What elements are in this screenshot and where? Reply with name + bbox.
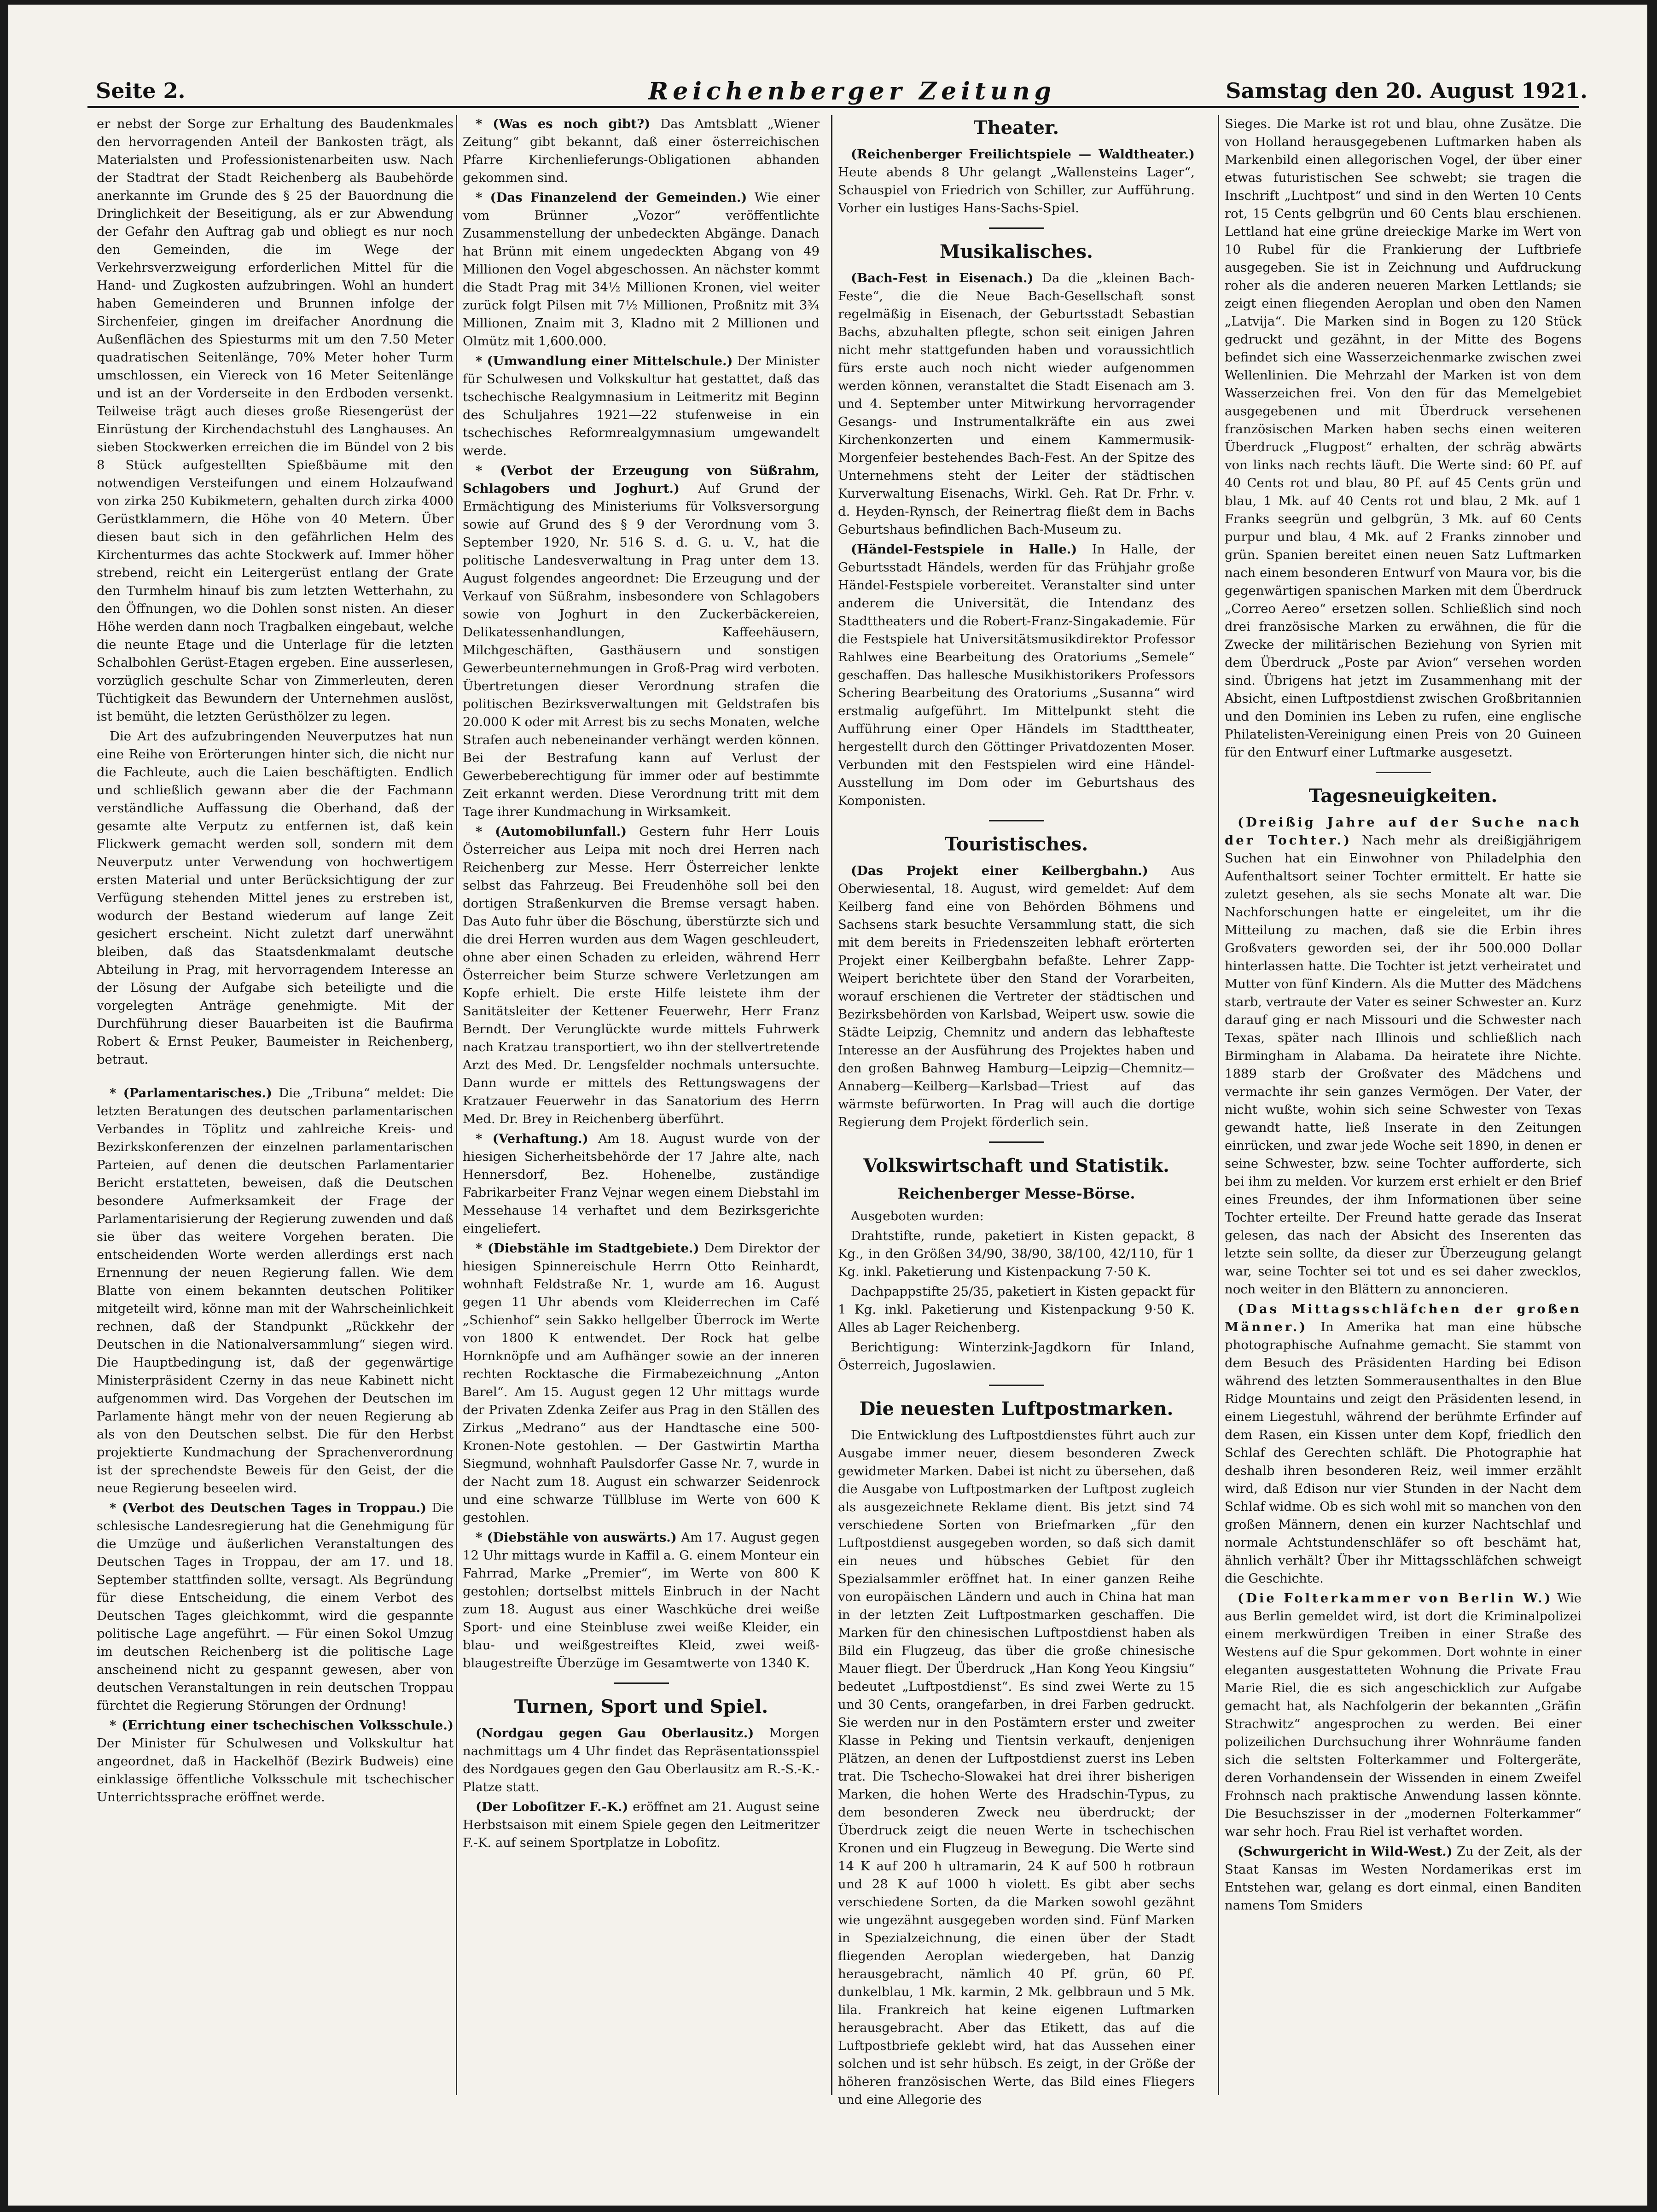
article-text: er nebst der Sorge zur Erhaltung des Baudenkmales den hervorragenden Anteil der Bankosten trägt, als Materialsten und Professionistenarbeiten usw. Nach der Stadtrat der Stadt Reichenberg als Baubehörde anerkannte im Grunde des § 25 der Bauordnung die Dringlichkeit der Beseitigung, als er zur Abwendung der Gefahr den Auftrag gab und obliegt es nur noch den Gemeinden, die im Wege der Verkehrsverzweigung erforderlichen Mittel für die Hand- und Zugkosten aufzubringen. Wohl an hundert haben Gemeinderen und Brunnen infolge der Sirchenfeier, gingen im dreifacher Anordnung die Außenflächen des Spiesturms mit um den 7.50 Meter quadratischen Seitenlänge, 70% Meter hoher Turm umschlossen, ein Viereck von 16 Meter Seitenlänge und ist an der Vorderseite in den Erdboden versenkt. Teilweise trägt auch dieses große Riesengerüst der Einrüstung der Kirchendachstuhl des Langhauses. An sieben Stockwerken erreichen die im Bündel von 2 bis 8 Stück aufgestellten Spießbäume mit den notwendigen Versteifungen und einem Holzaufwand von zirka 250 Kubikmetern, gehalten durch zirka 4000 Gerüstklammern, die Höhe von 40 Metern. Über diesen baut sich in den gefährlichen Helm des Kirchenturmes das achte Stockwerk auf. Immer höher strebend, reicht ein Leitergerüst entlang der Grate den Turmhelm hinauf bis zum letzten Wetterhahn, zu den Öffnungen, wo die Dohlen sonst nisten. An dieser Höhe werden dann noch Tragbalken eingebaut, welche die neunte Etage und die Unterlage für die letzten Schalbohlen Gerüst-Etagen ergeben. Eine ausserlesen, vorzüglich geschulte Schar von Zimmerleuten, deren Tüchtigkeit das Bewundern der Unternehmen auslöst, ist bemüht, die letzten Gerüsthölzer zu legen. — [97, 116, 453, 724]
article-paragraph — [463, 1798, 820, 1852]
article-paragraph — [1225, 1300, 1581, 1588]
article-paragraph — [97, 1717, 453, 1806]
article-heading: * (Errichtung einer tschechischen Volksschule.) — [110, 1718, 453, 1733]
section-subtitle: Reichenberger Messe-Börse. — [897, 1185, 1135, 1202]
section-title-music: Musikalisches. — [940, 241, 1093, 262]
section-rule — [989, 227, 1044, 229]
article-text: Da die „kleinen Bach-Feste“, die die Neue Bach-Gesellschaft sonst regelmäßig in Eisenach, der Geburtsstadt Sebastian Bachs, abzuhalten pflegte, schon seit einigen Jahren nicht mehr stattgefunden haben und voraussichtlich fürs erste auch noch nicht wieder aufgenommen werden können, veranstaltet die Stadt Eisenach am 3. und 4. September unter Mitwirkung hervorragender Gesangs- und Instrumentalkräfte ein aus zwei Kirchenkonzerten und einem Kammermusik-Morgenfeier bestehendes Bach-Fest. An der Spitze des Unternehmens steht der Leiter der städtischen Kurverwaltung Eisenachs, Wirkl. Geh. Rat Dr. Frhr. v. d. Heyden-Rynsch, der Reinertrag fließt dem in Bachs Geburtshaus befindlichen Bach-Museum zu. — [838, 271, 1195, 537]
article-text: Am 18. August wurde von der hiesigen Sicherheitsbehörde der 17 Jahre alte, nach Hennersdorf, Bez. Hohenelbe, zuständige Fabrikarbeiter Franz Vejnar wegen einem Diebstahl im Messehause 14 verhaftet und dem Bezirksgerichte eingeliefert. — [463, 1131, 820, 1236]
article-text: Wie aus Berlin gemeldet wird, ist dort die Kriminalpolizei einem merkwürdigen Treiben in einer Straße des Westens auf die Spur gekommen. Dort wohnte in einer eleganten ausgestatteten Wohnung die Private Frau Marie Riel, die es sich angeschicklich zur Aufgabe gemacht hat, als Nachfolgerin der bekannten „Gräfin Strachwitz“ angesprochen zu werden. Bei einer polizeilichen Durchsuchung ihrer Wohnräume fanden sich die seltsten Folterkammer und Foltergeräte, deren Vorhandensein der Wissenden in einem Zweifel Frohnsch nach praktische Anwendung lassen könnte. Die Besuchszisser in der „modernen Folterkammer“ war sehr hoch. Frau Riel ist verhaftet worden. — [1225, 1591, 1582, 1839]
article-text: eröffnet am 21. August seine Herbstsaison mit einem Spiele gegen den Leitmeritzer F.-K. auf seinem Sportplatze in Loboſitz. — [463, 1799, 820, 1850]
article-text: In Halle, der Geburtsstadt Händels, werden für das Frühjahr große Händel-Festspiele vorbereitet. Veranstalter sind unter anderem die Universität, die Intendanz des Stadttheaters und die Robert-Franz-Singakademie. Für die Festspiele hat Universitätsmusikdirektor Professor Rahlwes eine Bearbeitung des Oratoriums „Semele“ geschaffen. Das hallesche Musikhistorikers Professors Schering Bearbeitung des Oratoriums „Susanna“ wird erstmalig aufgeführt. Im Mittelpunkt steht die Aufführung einer Oper Händels im Stadttheater, hergestellt durch den Göttinger Privatdozenten Moser. Verbunden mit den Festspielen wird eine Händel-Ausstellung im Dom oder im Geburtshaus des Komponisten. — [838, 542, 1195, 808]
section-rule — [989, 820, 1044, 821]
article-paragraph — [97, 1499, 453, 1715]
article-paragraph — [97, 1084, 453, 1497]
article-heading: * (Was es noch gibt?) — [476, 116, 651, 131]
article-text: Das Amtsblatt „Wiener Zeitung“ gibt bekannt, daß einer österreichischen Pfarre Kirchenlieferungs-Obligationen abhanden gekommen sind. — [463, 116, 820, 185]
article-text: Die schlesische Landesregierung hat die Genehmigung für die Umzüge und äußerlichen Veranstaltungen des Deutschen Tages in Troppau, der am 17. und 18. September stattfinden sollte, versagt. Als Begründung für diese Entscheidung, die einem Verbot des Deutschen Tages gleichkommt, wird die gespannte politische Lage angeführt. — Für einen Sokol Umzug im deutschen Reichenberg ist die politische Lage anscheinend nicht zu gespannt gewesen, aber von deutschen Veranstaltungen in rein deutschen Troppau fürchtet die Regierung Störungen der Ordnung! — [97, 1501, 453, 1713]
article-text: Aus Oberwiesental, 18. August, wird gemeldet: Auf dem Keilberg fand eine von Behörden Böhmens und Sachsens stark besuchte Versammlung statt, die sich mit dem bereits in Friedenszeiten lebhaft erörterten Projekt einer Keilbergbahn befaßte. Lehrer Zapp-Weipert berichtete über den Stand der Vorarbeiten, worauf erschienen die Vertreter der städtischen und Bezirksbehörden von Karlsbad, Weipert usw. sowie die Städte Leipzig, Chemnitz und andern das lebhafteste Interesse an der Ausführung des Projektes haben und den großen Bahnweg Hamburg—Leipzig—Chemnitz—Annaberg—Keilberg—Karlsbad—Triest auf das wärmste befürworten. In Prag will auch die dortige Regierung dem Projekt förderlich sein. — [838, 863, 1195, 1129]
article-paragraph — [1225, 1843, 1581, 1915]
article-paragraph — [463, 352, 820, 460]
article-text: Der Minister für Schulwesen und Volkskultur hat gestattet, daß das tschechische Realgymnasium in Leitmeritz mit Beginn des Schuljahres 1921—22 stufenweise in ein tschechisches Reformrealgymnasium umgewandelt werde. — [463, 354, 820, 458]
article-paragraph — [463, 115, 820, 187]
section-title-touristic: Touristisches. — [944, 833, 1088, 855]
article-text: Die „Tribuna“ meldet: Die letzten Beratungen des deutschen parlamentarischen Verbandes in Töplitz und zahlreiche Kreis- und Bezirkskonferenzen der einzelnen parlamentarischen Parteien, auf denen die deutschen Parlamentarier Bericht erstatteten, beweisen, daß die Deutschen besondere Aufmerksamkeit der Frage der Parlamentarisierung der Regierung zuwenden und daß sie über das weitere Vorgehen beraten. Die entscheidenden Worte werden allerdings erst nach Ernennung der neuen Regierung fallen. Wie dem Blatte von einem bekannten deutschen Politiker mitgeteilt wird, könne man mit der Wahrscheinlichkeit rechnen, daß der Standpunkt „Rückkehr der Deutschen in die Nationalversammlung“ siegen wird. Die Hauptbedingung ist, daß der gegenwärtige Ministerpräsident Czerny in das neue Kabinett nicht aufgenommen wird. Das Vorgehen der Deutschen im Parlamente hängt mehr von der neuen Regierung ab als von den Deutschen selbst. Die für den Herbst projektierte Kundmachung der Sprachenverordnung ist der sprechendste Beweis für den Geist, der die neue Regierung beseelen wird. — [97, 1086, 453, 1496]
article-heading: (Schwurgericht in Wild-West.) — [1238, 1844, 1453, 1859]
article-text: Nach mehr als dreißigjährigem Suchen hat ein Einwohner von Philadelphia den Aufenthaltsort seiner Tochter ermittelt. Er hatte sie zuletzt gesehen, als sie sechs Monate alt war. Die Nachforschungen hatte er eingeleitet, um ihr die Mitteilung zu machen, daß sie die Erbin ihres Großvaters geworden sei, der ihr 500.000 Dollar hinterlassen hatte. Die Tochter ist jetzt verheiratet und Mutter von fünf Kindern. Als die Mutter des Mädchens starb, vertraute der Vater es seiner Schwester an. Kurz darauf ging er nach Missouri und die Schwester nach Texas, später nach Illinois und schließlich nach Birmingham in Alabama. Da heiratete ihre Nichte. 1889 starb der Großvater des Mädchens und vermachte ihr sein ganzes Vermögen. Der Vater, der nicht wußte, wohin sich seine Schwester von Texas gewandt hatte, ließ Inserate in den Zeitungen einrücken, und zwar jede Woche seit 1890, in denen er seine Schwester, bzw. seine Tochter aufforderte, sich bei ihm zu melden. Vor kurzem erst erhielt er den Brief eines Freundes, der ihm Informationen über seine Tochter erteilte. Der Freund hatte gerade das Inserat gelesen, das nach der Absicht des Inserenten das letzte sein sollte, da dieser zur Überzeugung gelangt war, seine Tochter sei tot und es sei daher zwecklos, noch weiter in den Blättern zu annoncieren. — [1225, 833, 1581, 1297]
article-heading: (Reichenberger Freilichtspiele — Waldtheater.) — [851, 147, 1195, 162]
column-2 — [463, 115, 820, 1854]
article-heading: * (Verbot des Deutschen Tages in Troppau.) — [110, 1501, 427, 1515]
section-rule — [614, 1682, 669, 1684]
article-heading: (Bach-Fest in Eisenach.) — [851, 271, 1034, 285]
section-title-news: Tagesneuigkeiten. — [1308, 785, 1498, 807]
article-heading: (Das Projekt einer Keilbergbahn.) — [851, 863, 1148, 878]
article-text: Am 17. August gegen 12 Uhr mittags wurde in Kaffil a. G. einem Monteur ein Fahrrad, Marke „Premier“, im Werte von 800 K gestohlen; dortselbst mittels Einbruch in der Nacht zum 18. August aus einer Waschküche drei weiße Sport- und eine Steinbluse zwei weiße Kleider, ein blau- und weißgestreiftes Kleid, zwei weiß-blaugestreifte Überzüge im Gesamtwerte von 1340 K. — [463, 1530, 820, 1671]
article-text: Morgen nachmittags um 4 Uhr findet das Repräsentationsspiel des Nordgaues gegen den Gau Oberlausitz am R.-S.-K.-Platze statt. — [463, 1726, 820, 1794]
article-heading: * (Umwandlung einer Mittelschule.) — [476, 354, 733, 368]
article-paragraph — [838, 146, 1195, 217]
article-paragraph — [463, 1130, 820, 1238]
article-heading: (Der Loboſitzer F.-K.) — [476, 1799, 628, 1814]
article-heading: (Dreißig Jahre auf der Suche nach der Tochter.) — [1225, 815, 1581, 848]
section-rule — [989, 1385, 1044, 1386]
section-rule — [989, 1141, 1044, 1143]
article-text: Drahtstifte, runde, paketiert in Kisten gepackt, 8 Kg., in den Größen 34/90, 38/90, 38/100, 42/110, für 1 Kg. inkl. Paketierung und Kistenpackung 7·50 K. — [838, 1228, 1195, 1279]
article-heading: * (Verbot der Erzeugung von Süßrahm, Schlagobers und Joghurt.) — [463, 463, 820, 496]
section-rule — [1376, 772, 1431, 773]
article-text: Dachpappstifte 25/35, paketiert in Kisten gepackt für 1 Kg. inkl. Paketierung und Kistenpackung 9·50 K. Alles ab Lager Reichenberg. — [838, 1284, 1195, 1335]
article-heading: * (Automobilunfall.) — [476, 824, 627, 839]
article-text: Berichtigung: Winterzink-Jagdkorn für Inland, Österreich, Jugoslawien. — [838, 1340, 1195, 1373]
article-paragraph — [463, 1240, 820, 1527]
page-number: Seite 2. — [96, 78, 186, 103]
article-paragraph — [463, 189, 820, 350]
column-divider — [1218, 115, 1219, 2095]
article-text: Die Entwicklung des Luftpostdienstes führt auch zur Ausgabe immer neuer, diesem besonderen Zweck gewidmeter Marken. Dabei ist nicht zu übersehen, daß die Ausgabe von Luftpostmarken der Luftpost zugleich als ausgezeichnete Reklame dient. Bis jetzt sind 74 verschiedene Sorten von Briefmarken „für den Luftpostdienst ausgegeben worden, so daß sich damit ein neues und hübsches Gebiet für den Spezialsammler eröffnet hat. In einer ganzen Reihe von europäischen Ländern und auch in China hat man in der letzten Zeit Luftpostmarken geschaffen. Die Marken für den chinesischen Luftpostdienst haben als Bild ein Flugzeug, das über die große chinesische Mauer fliegt. Der Überdruck „Han Kong Yeou Kingsiu“ bedeutet „Luftpostdienst“. Es sind zwei Werte zu 15 und 30 Cents, orangefarben, in drei Farben gedruckt. Sie werden nur in den Postämtern erster und zweiter Klasse in Peking und Tientsin verkauft, denjenigen Plätzen, an denen der Luftpostdienst zuerst ins Leben trat. Die Tschecho-Slowakei hat drei ihrer bisherigen Marken, die hohen Werte des Hradschin-Typus, zu dem besonderen Zweck neu überdruckt; der Überdruck zeigt die neuen Werte in tschechischen Kronen und ein Flugzeug in Bewegung. Die Werte sind 14 K auf 200 h ultramarin, 24 K auf 500 h rotbraun und 28 K auf 1000 h violett. Es gibt aber sechs verschiedene Sorten, da die Marken sowohl gezähnt wie ungezähnt ausgegeben worden sind. Fünf Marken in Spezialzeichnung, die einen über der Stadt fliegenden Aeroplan wiedergeben, hat Danzig herausgebracht, nämlich 40 Pf. grün, 60 Pf. dunkelblau, 1 Mk. karmin, 2 Mk. gelbbraun und 5 Mk. lila. Frankreich hat keine eigenen Luftmarken herausgebracht. Aber das Etikett, das auf die Luftpostbriefe geklebt wird, hat das Aussehen einer solchen und ist sehr hübsch. Es zeigt, in der Größe der höheren französischen Werte, das Bild eines Fliegers und eine Allegorie des — [838, 1428, 1195, 2107]
article-paragraph — [1225, 814, 1581, 1298]
article-heading: (Nordgau gegen Gau Oberlausitz.) — [476, 1726, 754, 1740]
column-divider — [831, 115, 832, 2095]
article-paragraph — [463, 462, 820, 821]
article-text: Die Art des aufzubringenden Neuverputzes hat nun eine Reihe von Erörterungen hinter sich, die nicht nur die Fachleute, auch die Laien beschäftigten. Endlich und schließlich gewann aber die der Fachmann verständliche Auffassung die Oberhand, daß der gesamte alte Verputz zu entfernen ist, daß kein Flickwerk gemacht werden soll, sondern mit dem Neuverputz unter Verwendung von hochwertigem ersten Material und unter Berücksichtigung der zur Verfügung stehenden Mittel jenes zu erstreben ist, wodurch der Bestand wiederum auf lange Zeit gesichert erscheint. Nicht zuletzt darf unerwähnt bleiben, daß das Staatsdenkmalamt deutsche Abteilung in Prag, mit hervorragendem Interesse an der Lösung der Aufgabe sich beteiligte und die vorgelegten Anträge genehmigte. Mit der Durchführung dieser Bauarbeiten ist die Baufirma Robert & Ernst Peuker, Baumeister in Reichenberg, betraut. — [97, 729, 453, 1067]
section-title-theater: Theater. — [973, 117, 1059, 139]
column-divider — [456, 115, 457, 2095]
page-header — [96, 74, 1587, 106]
article-paragraph — [463, 823, 820, 1128]
article-paragraph — [463, 1529, 820, 1672]
section-title-sport: Turnen, Sport und Spiel. — [514, 1696, 768, 1717]
article-text: Der Minister für Schulwesen und Volkskultur hat angeordnet, daß in Hackelhöf (Bezirk Budweis) eine einklassige öffentliche Volksschule mit tschechischer Unterrichtssprache eröffnet werde. — [97, 1736, 453, 1805]
article-paragraph — [1225, 1589, 1581, 1841]
header-rule — [87, 106, 1579, 108]
column-3 — [838, 115, 1195, 2111]
section-title-airmail: Die neuesten Luftpostmarken. — [859, 1398, 1174, 1420]
article-text: Ausgeboten wurden: — [851, 1209, 984, 1223]
article-heading: * (Das Finanzelend der Gemeinden.) — [476, 190, 747, 205]
article-heading: * (Verhaftung.) — [476, 1131, 588, 1146]
article-text: Wie einer vom Brünner „Vozor“ veröffentlichte Zusammenstellung der unbedeckten Abgänge. Danach hat Brünn mit einem ungedeckten Abgang von 49 Millionen den Vogel abgeschossen. An nächster kommt die Stadt Prag mit 34½ Millionen Kronen, viel weiter zurück folgt Pilsen mit 7½ Millionen, Proßnitz mit 3¾ Millionen, Znaim mit 3, Kladno mit 2 Millionen und Olmütz mit 1,600.000. — [463, 190, 820, 349]
article-heading: * (Diebstähle von auswärts.) — [476, 1530, 677, 1545]
article-paragraph — [838, 269, 1195, 539]
article-text: Dem Direktor der hiesigen Spinnereischule Herrn Otto Reinhardt, wohnhaft Feldstraße Nr. 1, wurde am 16. August gegen 11 Uhr abends vom Kleiderrechen im Café „Schienhof“ sein Sakko hellgelber Überrock im Werte von 1800 K entwendet. Der Rock hat gelbe Hornknöpfe und am Aufhänger sowie an der inneren rechten Rocktasche die Firmabezeichnung „Anton Barel“. Am 15. August gegen 12 Uhr mittags wurde der Privaten Zdenka Zeifer aus Prag in den Ställen des Zirkus „Medrano“ aus der Handtasche eine 500-Kronen-Note gestohlen. — Der Gastwirtin Martha Siegmund, wohnhaft Paulsdorfer Gasse Nr. 7, wurde in der Nacht zum 18. August ein schwarzer Seidenrock und eine schwarze Tüllbluse im Werte von 600 K gestohlen. — [463, 1241, 820, 1525]
article-text: Heute abends 8 Uhr gelangt „Wallensteins Lager“, Schauspiel von Friedrich von Schiller, zur Aufführung. Vorher ein lustiges Hans-Sachs-Spiel. — [838, 165, 1195, 215]
column-1 — [97, 115, 453, 1808]
article-paragraph — [838, 862, 1195, 1131]
masthead: Reichenberger Zeitung — [648, 77, 1056, 105]
article-paragraph — [463, 1724, 820, 1796]
article-heading: (Das Mittagsschläfchen der großen Männer.) — [1225, 1302, 1581, 1334]
section-title-economy: Volkswirtschaft und Statistik. — [863, 1155, 1169, 1176]
article-heading: (Die Folterkammer von Berlin W.) — [1238, 1591, 1553, 1606]
article-heading: (Händel-Festspiele in Halle.) — [851, 542, 1077, 557]
article-paragraph — [838, 541, 1195, 810]
column-4 — [1225, 115, 1581, 1916]
article-text: Sieges. Die Marke ist rot und blau, ohne Zusätze. Die von Holland herausgegebenen Luftmarken haben als Markenbild einen allegorischen Vogel, der über einer etwas futuristischen See schwebt; sie tragen die Inschrift „Luchtpost“ und sind in den Werten 10 Cents rot, 15 Cents gelbgrün und 60 Cents blau erschienen. Lettland hat eine grüne dreieckige Marke im Wert von 10 Rubel für die Frankierung der Luftbriefe ausgegeben. Sie ist in Zeichnung und Aufdruckung roher als die anderen neueren Marken Lettlands; sie zeigt einen fliegenden Aeroplan und oben den Namen „Latvija“. Die Marken sind in Bogen zu 120 Stück gedruckt und gezähnt, in der Mitte des Bogens befindet sich eine Wasserzeichenmarke zwischen zwei Wellenlinien. Die Mehrzahl der Marken ist von dem Wasserzeichen frei. Von den für das Memelgebiet ausgegebenen und mit Überdruck versehenen französischen Marken haben sechs einen weiteren Überdruck „Flugpost“ erhalten, der schräg abwärts von links nach rechts läuft. Die Werte sind: 60 Pf. auf 40 Cents rot und blau, 80 Pf. auf 45 Cents grün und blau, 1 Mk. auf 40 Cents rot und blau, 2 Mk. auf 1 Franks seegrün und gelbgrün, 3 Mk. auf 60 Cents purpur und blau, 4 Mk. auf 2 Franks zinnober und grün. Spanien bereitet einen neuen Satz Luftmarken nach einem besonderen Entwurf von Maura vor, bis die gegenwärtigen spanischen Marken mit dem Überdruck „Correo Aereo“ ersetzen sollen. Schließlich sind noch drei französische Marken zu erwähnen, die für die Zwecke der militärischen Beziehung von Syrien mit dem Überdruck „Poste par Avion“ versehen worden sind. Übrigens hat jetzt im Zusammenhang mit der Absicht, einen Luftpostdienst zwischen Großbritannien und den Dominien ins Leben zu rufen, eine englische Philatelisten-Vereinigung einen Preis von 20 Guineen für den Entwurf einer Luftmarke ausgesetzt. — [1225, 116, 1581, 760]
article-text: In Amerika hat man eine hübsche photographische Aufnahme gemacht. Sie stammt von dem Besuch des Präsidenten Harding bei Edison während des letzten Sommerausenthaltes in den Blue Ridge Mountains und zeigt den Präsidenten lesend, in einem Liegestuhl, während der berühmte Erfinder auf dem Rasen, ein Kissen unter dem Kopf, friedlich den Schlaf des Gerechten schläft. Die Photographie hat deshalb ihren besonderen Reiz, weil immer erzählt wird, daß Edison nur vier Stunden in der Nacht dem Schlaf widme. Ob es sich wohl mit so manchen von den großen Männern, denen ein kurzer Nachtschlaf und normale Achtstundenschläfer so oft beschämt hat, ähnlich verhält? Über ihr Mittagsschläfchen schweigt die Geschichte. — [1225, 1320, 1581, 1586]
issue-date: Samstag den 20. August 1921. — [1226, 78, 1587, 103]
article-text: Auf Grund der Ermächtigung des Ministeriums für Volksversorgung sowie auf Grund des § 9 der Verordnung vom 3. September 1920, Nr. 516 S. d. G. u. V., hat die politische Landesverwaltung in Prag unter dem 13. August folgendes angeordnet: Die Erzeugung und der Verkauf von Süßrahm, insbesondere von Schlagobers sowie von Joghurt in den Zuckerbäckereien, Delikatessenhandlungen, Kaffeehäusern, Milchgeschäften, Gasthäusern und sonstigen Gewerbeunternehmungen in Groß-Prag wird verboten. Übertretungen dieser Verordnung strafen die politischen Bezirksverwaltungen mit Geldstrafen bis 20.000 K oder mit Arrest bis zu sechs Monaten, welche Strafen auch nebeneinander verhängt werden können. Bei der Bestrafung kann auf Verlust der Gewerbeberechtigung für immer oder auf bestimmte Zeit erkannt werden. Diese Verordnung tritt mit dem Tage ihrer Kundmachung in Wirksamkeit. — [463, 481, 820, 819]
article-text: Zu der Zeit, als der Staat Kansas im Westen Nordamerikas erst im Entstehen war, gelang es dort einmal, einen Banditen namens Tom Smiders — [1225, 1844, 1582, 1913]
article-text: Gestern fuhr Herr Louis Österreicher aus Leipa mit noch drei Herren nach Reichenberg zur Messe. Herr Österreicher lenkte selbst das Fahrzeug. Bei Freudenhöhe soll bei den dortigen Straßenkurven die Bremse versagt haben. Das Auto fuhr über die Böschung, überstürzte sich und die drei Herren wurden aus dem Wagen geschleudert, ohne aber einen Schaden zu erleiden, während Herr Österreicher beim Sturze schwere Verletzungen am Kopfe erhielt. Die erste Hilfe leistete ihm der Sanitätsleiter der Kettener Feuerwehr, Herr Franz Berndt. Der Verunglückte wurde mittels Fuhrwerk nach Kratzau transportiert, wo ihn der stellvertretende Arzt des Med. Dr. Lengsfelder nochmals untersuchte. Dann wurde er mittels des Rettungswagens der Kratzauer Feuerwehr in das Sanatorium des Herrn Med. Dr. Brey in Reichenberg überführt. — [463, 824, 820, 1126]
article-heading: * (Parlamentarisches.) — [110, 1086, 272, 1100]
article-heading: * (Diebstähle im Stadtgebiete.) — [476, 1241, 699, 1256]
